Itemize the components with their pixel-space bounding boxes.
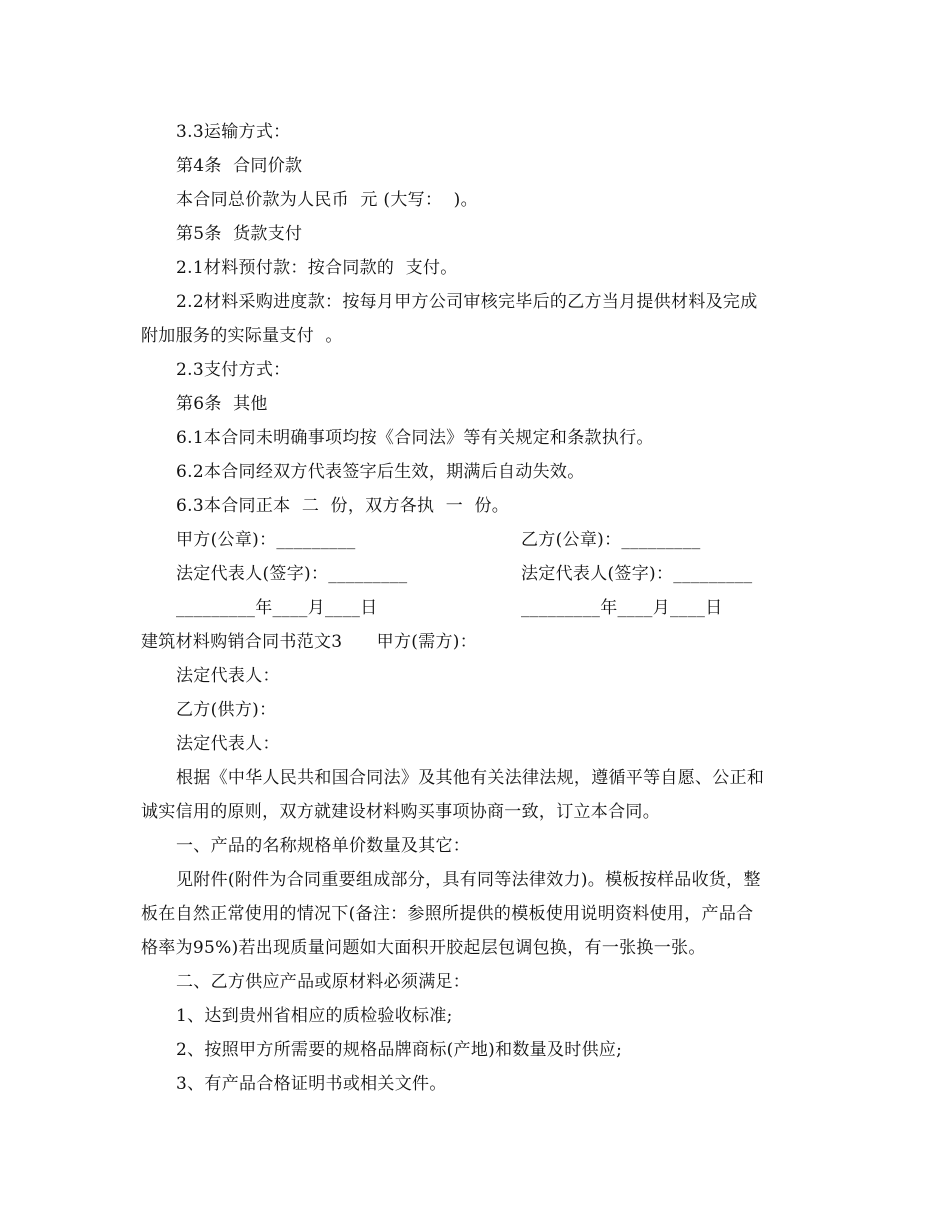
party-b-legal-rep: 法定代表人： bbox=[176, 734, 280, 754]
article-4-heading: 第4条 合同价款 bbox=[176, 156, 303, 176]
section-1-heading: 一、产品的名称规格单价数量及其它： bbox=[176, 836, 471, 856]
clause-2-2-continued: 附加服务的实际量支付 。 bbox=[141, 326, 343, 346]
clause-6-1: 6.1本合同未明确事项均按《合同法》等有关规定和条款执行。 bbox=[176, 428, 654, 448]
section-2-item-3: 3、有产品合格证明书或相关文件。 bbox=[176, 1074, 447, 1094]
clause-3-3-transport: 3.3运输方式： bbox=[176, 122, 291, 142]
article-5-heading: 第5条 货款支付 bbox=[176, 224, 303, 244]
preamble-paragraph-continued: 诚实信用的原则，双方就建设材料购买事项协商一致，订立本合同。 bbox=[141, 802, 660, 822]
section-2-heading: 二、乙方供应产品或原材料必须满足： bbox=[176, 972, 471, 992]
section-1-paragraph-line-2: 板在自然正常使用的情况下(备注：参照所提供的模板使用说明资料使用，产品合 bbox=[141, 904, 754, 924]
section-1-paragraph-line-3: 格率为95%)若出现质量问题如大面积开胶起层包调包换，有一张换一张。 bbox=[141, 938, 706, 958]
clause-6-3: 6.3本合同正本 二 份，双方各执 一 份。 bbox=[176, 496, 510, 516]
clause-2-2-progress-payment: 2.2材料采购进度款：按每月甲方公司审核完毕后的乙方当月提供材料及完成 bbox=[176, 292, 758, 312]
party-a-seal-field: 甲方(公章)：_________ bbox=[176, 530, 356, 550]
section-2-item-1: 1、达到贵州省相应的质检验收标准; bbox=[176, 1006, 453, 1026]
contract-3-title-line: 建筑材料购销合同书范文3 甲方(需方)： bbox=[141, 632, 478, 652]
party-a-date-field: _________年____月____日 bbox=[176, 598, 378, 618]
party-b-date-field: _________年____月____日 bbox=[521, 598, 723, 618]
clause-2-3-payment-method: 2.3支付方式： bbox=[176, 360, 291, 380]
section-1-paragraph: 见附件(附件为合同重要组成部分，具有同等法律效力)。模板按样品收货，整 bbox=[176, 870, 761, 890]
party-b-supplier: 乙方(供方)： bbox=[176, 700, 277, 720]
total-price-line: 本合同总价款为人民币 元 (大写： )。 bbox=[176, 190, 478, 210]
clause-2-1-prepayment: 2.1材料预付款：按合同款的 支付。 bbox=[176, 258, 458, 278]
section-2-item-2: 2、按照甲方所需要的规格品牌商标(产地)和数量及时供应; bbox=[176, 1040, 623, 1060]
article-6-heading: 第6条 其他 bbox=[176, 394, 268, 414]
clause-6-2: 6.2本合同经双方代表签字后生效，期满后自动失效。 bbox=[176, 462, 585, 482]
party-b-seal-field: 乙方(公章)：_________ bbox=[521, 530, 701, 550]
preamble-paragraph: 根据《中华人民共和国合同法》及其他有关法律法规，遵循平等自愿、公正和 bbox=[176, 768, 765, 788]
party-a-rep-signature-field: 法定代表人(签字)：_________ bbox=[176, 564, 408, 584]
party-b-rep-signature-field: 法定代表人(签字)：_________ bbox=[521, 564, 753, 584]
party-a-legal-rep: 法定代表人： bbox=[176, 666, 280, 686]
